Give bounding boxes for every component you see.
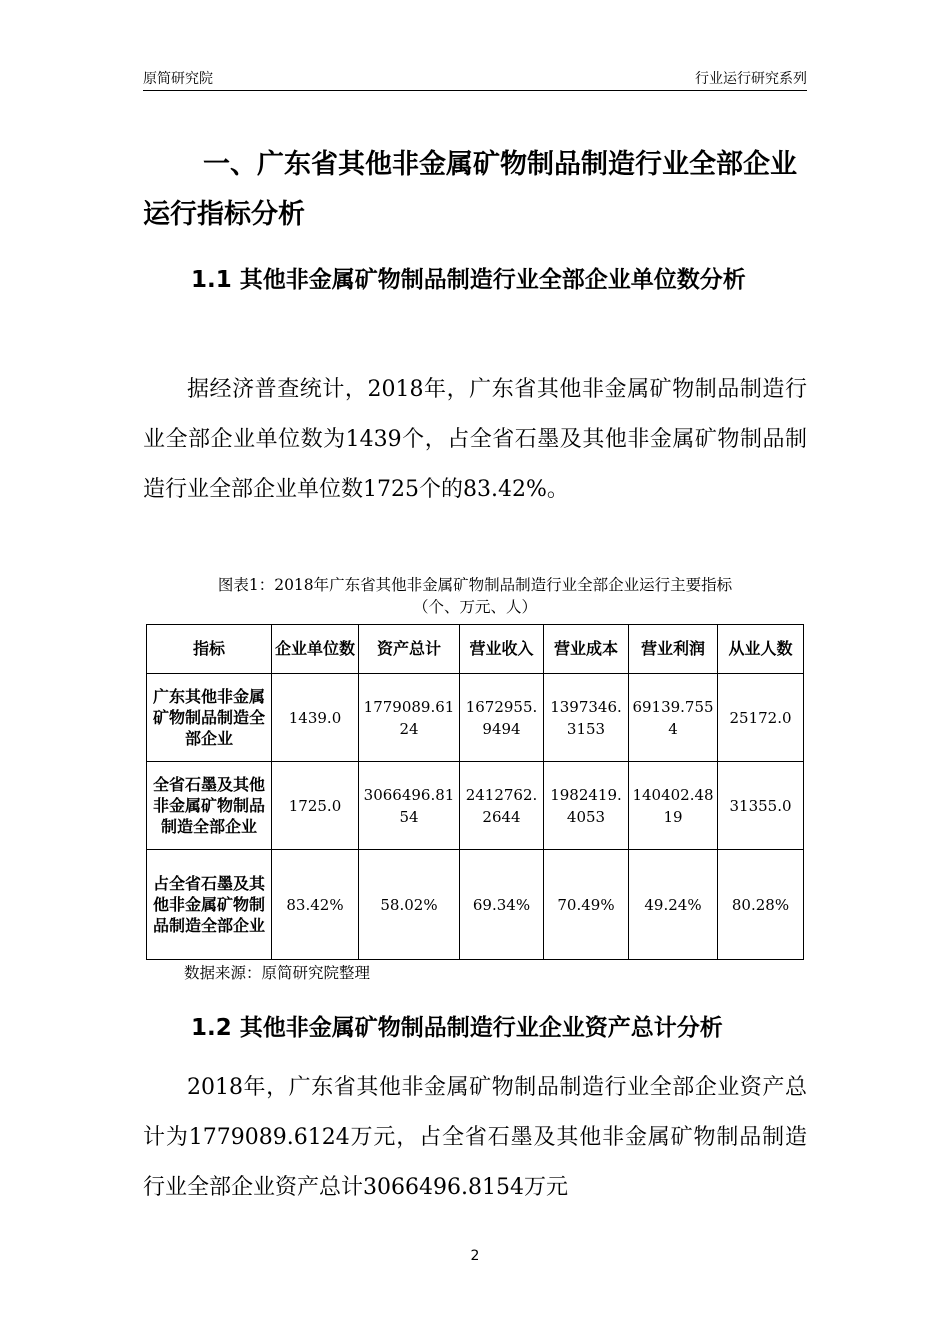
table-cell: 2412762.2644 xyxy=(460,762,544,850)
col-header-cost: 营业成本 xyxy=(544,625,629,674)
table-cell: 1779089.6124 xyxy=(359,674,460,762)
table-cell: 25172.0 xyxy=(718,674,804,762)
table-cell: 1982419.4053 xyxy=(544,762,629,850)
page-header xyxy=(143,64,807,91)
col-header-revenue: 营业收入 xyxy=(460,625,544,674)
row-label: 广东其他非金属矿物制品制造全部企业 xyxy=(147,674,272,762)
table-cell: 3066496.8154 xyxy=(359,762,460,850)
table-header-row xyxy=(147,625,804,674)
table-cell: 80.28% xyxy=(718,850,804,960)
table-cell: 83.42% xyxy=(272,850,359,960)
section-heading-1-2: 1.2 其他非金属矿物制品制造行业企业资产总计分析 xyxy=(191,1015,723,1041)
table-source-note: 数据来源：原简研究院整理 xyxy=(184,964,371,982)
table-cell: 69139.7554 xyxy=(629,674,718,762)
table-caption-title: 图表1：2018年广东省其他非金属矿物制品制造行业全部企业运行主要指标 xyxy=(217,576,733,594)
table-row xyxy=(147,762,804,850)
table-cell: 1725.0 xyxy=(272,762,359,850)
table-caption-units: （个、万元、人） xyxy=(412,598,537,616)
header-series-name: 行业运行研究系列 xyxy=(695,71,807,87)
table-row xyxy=(147,674,804,762)
table-caption xyxy=(143,574,807,618)
section-heading-1-1: 1.1 其他非金属矿物制品制造行业全部企业单位数分析 xyxy=(191,267,746,293)
header-org-name: 原简研究院 xyxy=(143,71,213,87)
table-cell: 140402.4819 xyxy=(629,762,718,850)
table-cell: 1397346.3153 xyxy=(544,674,629,762)
table-cell: 49.24% xyxy=(629,850,718,960)
table-cell: 1439.0 xyxy=(272,674,359,762)
row-label: 全省石墨及其他非金属矿物制品制造全部企业 xyxy=(147,762,272,850)
table-cell: 1672955.9494 xyxy=(460,674,544,762)
chapter-heading: 一、广东省其他非金属矿物制品制造行业全部企业运行指标分析 xyxy=(143,149,797,230)
col-header-units: 企业单位数 xyxy=(272,625,359,674)
table-cell: 31355.0 xyxy=(718,762,804,850)
col-header-employees: 从业人数 xyxy=(718,625,804,674)
section-1-2-paragraph: 2018年，广东省其他非金属矿物制品制造行业全部企业资产总计为1779089.6124万元，占全省石墨及其他非金属矿物制品制造行业全部企业资产总计3066496.8154万元 xyxy=(143,1075,807,1200)
col-header-profit: 营业利润 xyxy=(629,625,718,674)
table-row xyxy=(147,850,804,960)
row-label: 占全省石墨及其他非金属矿物制品制造全部企业 xyxy=(147,850,272,960)
page-number: 2 xyxy=(470,1248,480,1264)
col-header-indicator: 指标 xyxy=(147,625,272,674)
table-cell: 69.34% xyxy=(460,850,544,960)
indicator-table xyxy=(146,624,804,960)
col-header-assets: 资产总计 xyxy=(359,625,460,674)
table-cell: 58.02% xyxy=(359,850,460,960)
table-cell: 70.49% xyxy=(544,850,629,960)
section-1-1-paragraph: 据经济普查统计，2018年，广东省其他非金属矿物制品制造行业全部企业单位数为1439个，占全省石墨及其他非金属矿物制品制造行业全部企业单位数1725个的83.42%。 xyxy=(143,377,807,502)
